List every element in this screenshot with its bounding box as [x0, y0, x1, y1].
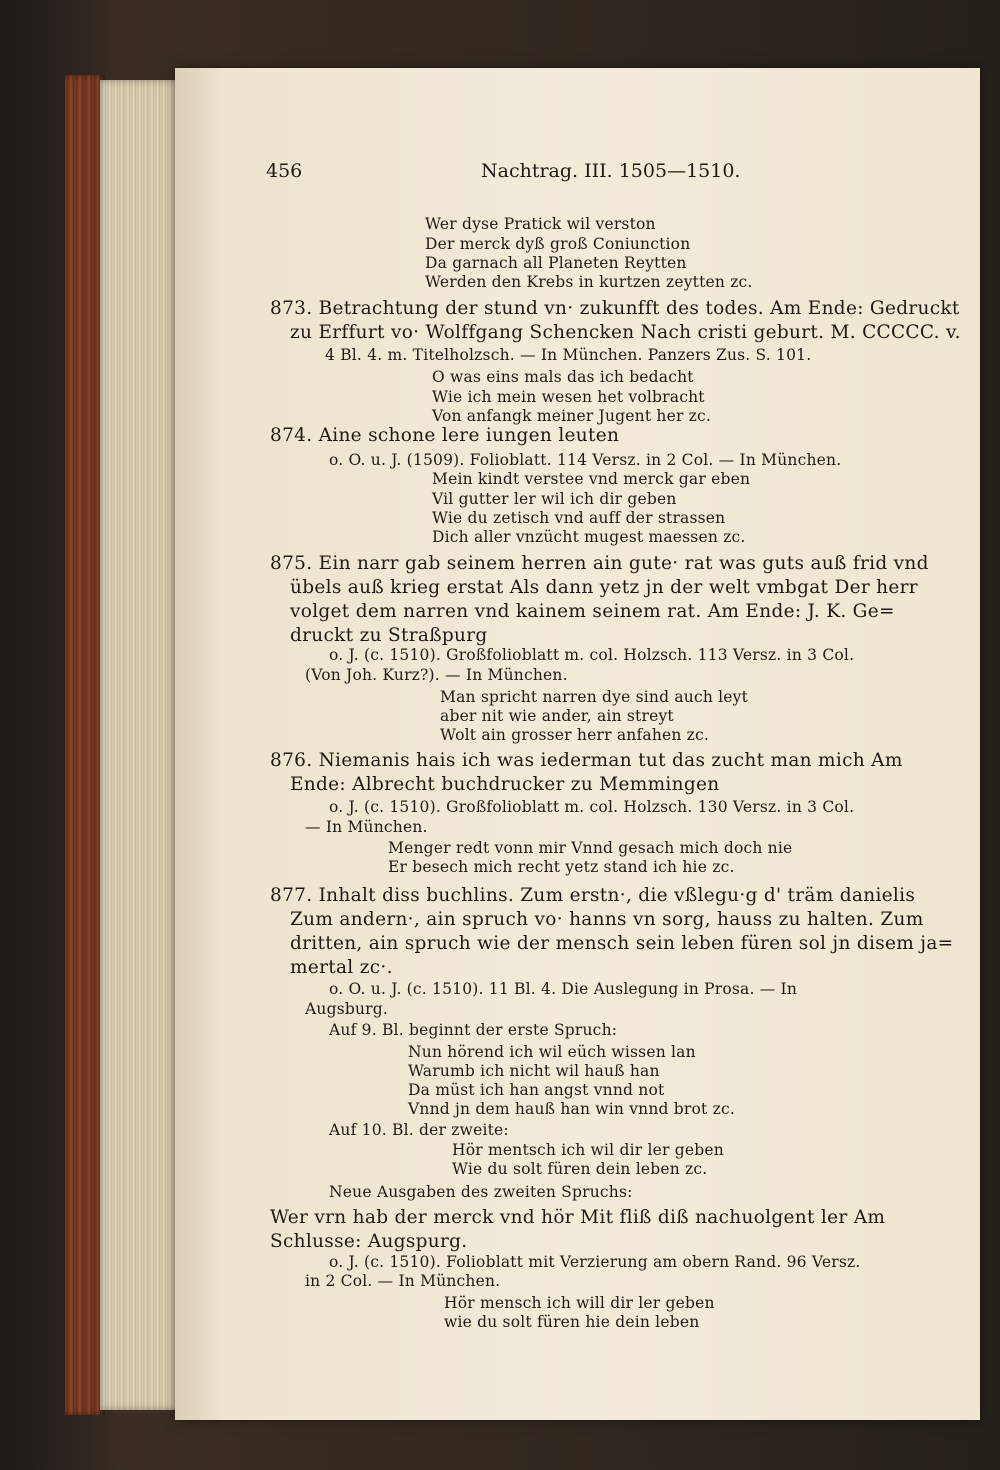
text-line: O was eins mals das ich bedacht	[432, 368, 694, 386]
text-line: Schlusse: Augspurg.	[270, 1231, 468, 1252]
text-line: Er besech mich recht yetz stand ich hie zc.	[388, 858, 735, 876]
running-title: Nachtrag. III. 1505—1510.	[481, 160, 741, 182]
text-line: druckt zu Straßpurg	[290, 625, 488, 646]
text-line: Auf 10. Bl. der zweite:	[329, 1121, 509, 1139]
text-line: o. J. (c. 1510). Großfolioblatt m. col. Holzsch. 113 Versz. in 3 Col.	[329, 646, 855, 664]
text-line: Wer vrn hab der merck vnd hör Mit fliß diß nachuolgent ler Am	[270, 1207, 886, 1228]
text-line: Vnnd jn dem hauß han win vnnd brot zc.	[408, 1100, 735, 1118]
text-line: o. J. (c. 1510). Großfolioblatt m. col. Holzsch. 130 Versz. in 3 Col.	[329, 798, 855, 816]
text-line: Auf 9. Bl. beginnt der erste Spruch:	[329, 1021, 618, 1039]
text-line: Dich aller vnzücht mugest maessen zc.	[432, 528, 746, 546]
entry-873: 873. Betrachtung der stund vn· zukunfft des todes. Am Ende: Gedruckt	[270, 298, 960, 319]
text-line: o. J. (c. 1510). Folioblatt mit Verzierung am obern Rand. 96 Versz.	[329, 1253, 861, 1271]
text-line: Augsburg.	[305, 1000, 389, 1018]
text-line: Werden den Krebs in kurtzen zeytten zc.	[425, 273, 753, 291]
text-line: (Von Joh. Kurz?). — In München.	[305, 666, 568, 684]
entry-874: 874. Aine schone lere iungen leuten	[270, 425, 620, 446]
text-line: übels auß krieg erstat Als dann yetz jn der welt vmbgat Der herr	[290, 577, 918, 598]
text-line: Zum andern·, ain spruch vo· hanns vn sorg, hauss zu halten. Zum	[290, 909, 924, 930]
text-line: Hör mentsch ich wil dir ler geben	[452, 1141, 724, 1159]
text-line: 4 Bl. 4. m. Titelholzsch. — In München. Panzers Zus. S. 101.	[325, 346, 812, 364]
text-line: Da müst ich han angst vnnd not	[408, 1081, 665, 1099]
text-line: Mein kindt verstee vnd merck gar eben	[432, 470, 751, 488]
page-number: 456	[266, 160, 303, 182]
book-spine-edge	[65, 75, 105, 1415]
text-line: dritten, ain spruch wie der mensch sein leben füren sol jn disem ja=	[290, 933, 954, 954]
text-line: aber nit wie ander, ain streyt	[440, 707, 674, 725]
text-line: Wie du solt füren dein leben zc.	[452, 1160, 708, 1178]
text-line: o. O. u. J. (c. 1510). 11 Bl. 4. Die Auslegung in Prosa. — In	[329, 980, 798, 998]
entry-875: 875. Ein narr gab seinem herren ain gute· rat was guts auß frid vnd	[270, 553, 929, 574]
text-line: zu Erffurt vo· Wolffgang Schencken Nach cristi geburt. M. CCCCC. v.	[290, 322, 961, 343]
text-line: Wie du zetisch vnd auff der strassen	[432, 509, 726, 527]
text-line: Wer dyse Pratick wil verston	[425, 215, 656, 233]
text-line: Neue Ausgaben des zweiten Spruchs:	[329, 1183, 633, 1201]
text-line: Da garnach all Planeten Reytten	[425, 254, 687, 272]
text-line: in 2 Col. — In München.	[305, 1272, 501, 1290]
text-line: Menger redt vonn mir Vnnd gesach mich doch nie	[388, 839, 793, 857]
text-line: Ende: Albrecht buchdrucker zu Memmingen	[290, 774, 720, 795]
text-line: Nun hörend ich wil eüch wissen lan	[408, 1043, 696, 1061]
text-line: Man spricht narren dye sind auch leyt	[440, 688, 749, 706]
page-stack-edge	[100, 80, 180, 1410]
text-line: volget dem narren vnd kainem seinem rat. Am Ende: J. K. Ge=	[290, 601, 895, 622]
text-line: Der merck dyß groß Coniunction	[425, 235, 691, 253]
text-line: — In München.	[305, 818, 428, 836]
text-line: wie du solt füren hie dein leben	[444, 1313, 700, 1331]
entry-876: 876. Niemanis hais ich was iederman tut das zucht man mich Am	[270, 750, 903, 771]
text-line: Wolt ain grosser herr anfahen zc.	[440, 726, 710, 744]
text-line: Von anfangk meiner Jugent her zc.	[432, 407, 712, 425]
text-line: Hör mensch ich will dir ler geben	[444, 1294, 715, 1312]
text-line: Warumb ich nicht wil hauß han	[408, 1062, 660, 1080]
text-line: Wie ich mein wesen het volbracht	[432, 388, 705, 406]
text-line: mertal zc·.	[290, 957, 393, 978]
entry-877: 877. Inhalt diss buchlins. Zum erstn·, die vßlegu·g d' träm danielis	[270, 885, 916, 906]
text-line: o. O. u. J. (1509). Folioblatt. 114 Versz. in 2 Col. — In München.	[329, 451, 842, 469]
text-line: Vil gutter ler wil ich dir geben	[432, 490, 677, 508]
